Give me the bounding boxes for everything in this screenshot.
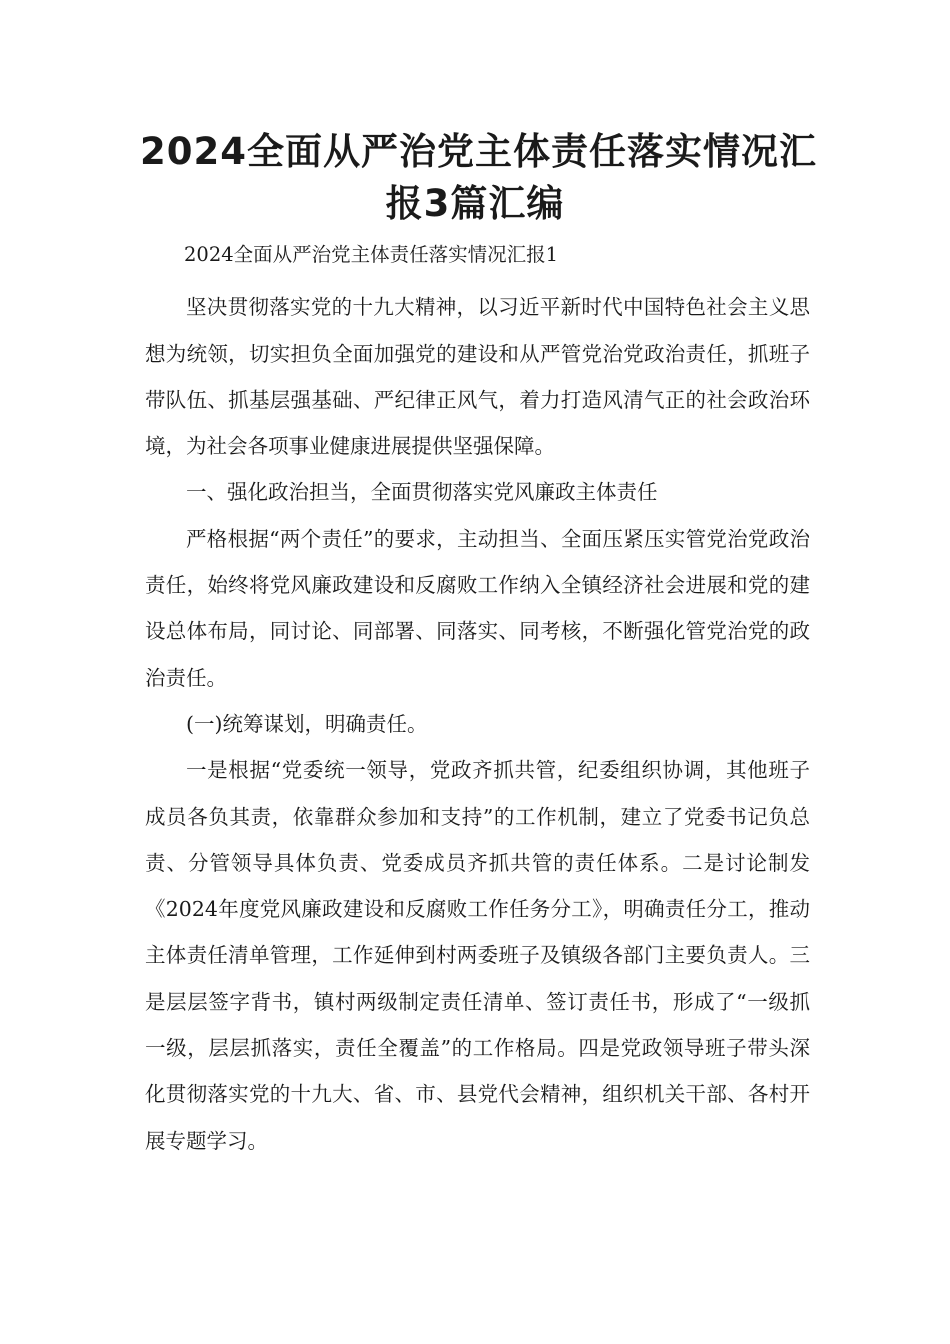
paragraph-responsibility: 严格根据“两个责任”的要求，主动担当、全面压紧压实管党治党政治责任，始终将党风廉政建设和反腐败工作纳入全镇经济社会进展和党的建设总体布局，同讨论、同部署、同落实、同考核，不断强化管党治党的政治责任。 (145, 526, 810, 690)
subsection-heading-1: (一)统筹谋划，明确责任。 (186, 711, 428, 736)
report-subtitle: 2024全面从严治党主体责任落实情况汇报1 (184, 243, 559, 266)
title-line-2: 报3篇汇编 (385, 182, 565, 225)
title-line-1: 2024全面从严治党主体责任落实情况汇 (140, 130, 817, 173)
document-title (140, 126, 817, 230)
paragraph-measures: 一是根据“党委统一领导，党政齐抓共管，纪委组织协调，其他班子成员各负其责，依靠群众参加和支持”的工作机制，建立了党委书记负总责、分管领导具体负责、党委成员齐抓共管的责任体系。二是讨论制发《2024年度党风廉政建设和反腐败工作任务分工》，明确责任分工，推动主体责任清单管理，工作延伸到村两委班子及镇级各部门主要负责人。三是层层签字背书，镇村两级制定责任清单、签订责任书，形成了“一级抓一级，层层抓落实，责任全覆盖”的工作格局。四是党政领导班子带头深化贯彻落实党的十九大、省、市、县党代会精神，组织机关干部、各村开展专题学习。 (145, 758, 810, 1153)
document-body (145, 232, 810, 1164)
section-heading-1: 一、强化政治担当，全面贯彻落实党风廉政主体责任 (186, 480, 658, 505)
paragraph-intro: 坚决贯彻落实党的十九大精神，以习近平新时代中国特色社会主义思想为统领，切实担负全面加强党的建设和从严管党治党政治责任，抓班子带队伍、抓基层强基础、严纪律正风气，着力打造风清气正的社会政治环境，为社会各项事业健康进展提供坚强保障。 (145, 295, 810, 459)
